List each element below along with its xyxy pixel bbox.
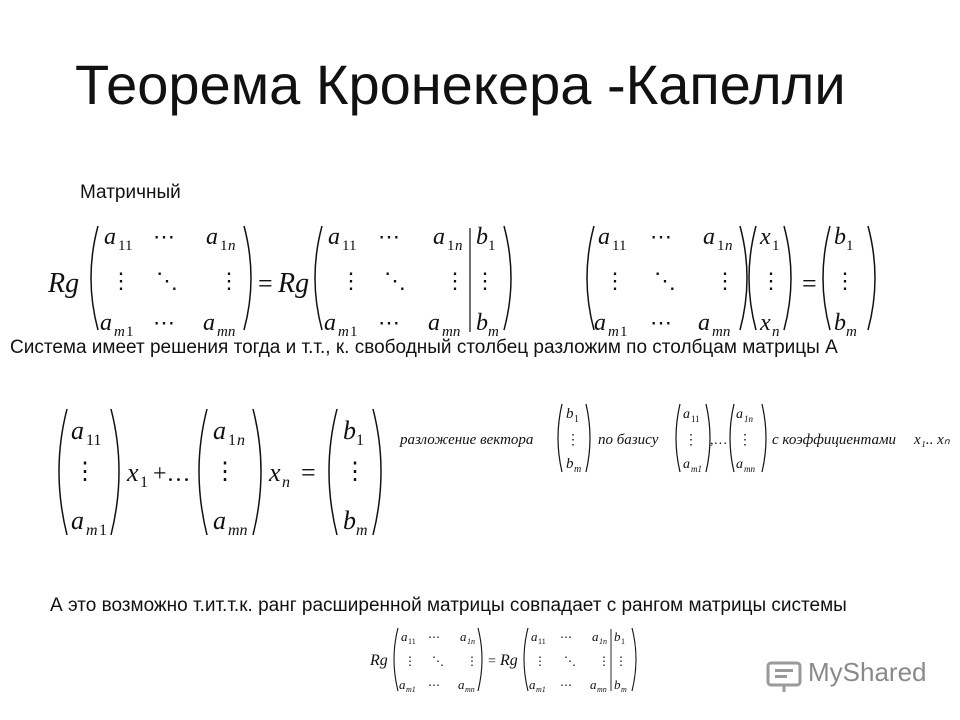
svg-text:⋯: ⋯ (428, 678, 440, 692)
svg-text:⋮: ⋮ (218, 268, 240, 293)
svg-text:⋮: ⋮ (598, 654, 610, 668)
svg-text:n: n (282, 474, 290, 491)
svg-text:a: a (683, 407, 690, 422)
svg-text:⋯: ⋯ (153, 310, 175, 335)
svg-text:mn: mn (744, 464, 755, 474)
decomposition-vars-text: x₁.. xₙ (914, 432, 950, 448)
svg-text:⋮: ⋮ (760, 268, 782, 293)
svg-text:a: a (104, 224, 116, 250)
svg-text:⋯: ⋯ (650, 310, 672, 335)
svg-text:⋮: ⋮ (110, 268, 132, 293)
svg-text:a: a (213, 506, 226, 535)
svg-text:b: b (834, 310, 846, 336)
svg-text:n: n (237, 432, 245, 449)
svg-text:1: 1 (220, 238, 228, 254)
svg-text:a: a (401, 629, 408, 644)
svg-text:⋮: ⋮ (73, 459, 97, 485)
svg-text:x: x (127, 458, 139, 487)
svg-text:mn: mn (712, 324, 731, 340)
svg-text:11: 11 (538, 637, 546, 646)
svg-text:a: a (598, 224, 610, 250)
svg-text:⋱: ⋱ (564, 654, 576, 668)
decomposition-basis-text: по базису (598, 432, 659, 448)
svg-text:,…: ,… (710, 433, 728, 448)
svg-text:mn: mn (442, 324, 461, 340)
svg-text:m1: m1 (406, 685, 416, 694)
svg-text:m: m (114, 324, 125, 340)
formula-decomposition-explanation (400, 402, 960, 476)
svg-text:1: 1 (621, 637, 625, 646)
svg-text:m: m (574, 464, 582, 475)
svg-text:b: b (343, 506, 356, 535)
svg-text:a: a (683, 457, 690, 472)
svg-text:11: 11 (408, 637, 416, 646)
svg-text:1: 1 (447, 238, 455, 254)
svg-text:11: 11 (612, 238, 627, 254)
svg-text:⋯: ⋯ (153, 224, 175, 249)
svg-text:a: a (736, 407, 743, 422)
svg-text:1: 1 (488, 238, 496, 254)
svg-text:x: x (269, 458, 281, 487)
formula-column-decomposition (55, 405, 385, 540)
svg-text:⋱: ⋱ (384, 268, 406, 293)
svg-text:11: 11 (86, 432, 102, 449)
svg-text:1: 1 (356, 432, 364, 449)
svg-text:mn: mn (597, 685, 607, 694)
svg-text:m1: m1 (536, 685, 546, 694)
svg-text:a: a (428, 310, 440, 336)
svg-text:⋮: ⋮ (213, 459, 237, 485)
svg-text:⋯: ⋯ (650, 224, 672, 249)
decomposition-vector-text: разложение вектора (400, 432, 534, 448)
svg-text:1n: 1n (467, 637, 475, 646)
svg-text:n: n (455, 238, 463, 254)
svg-text:⋯: ⋯ (560, 630, 572, 644)
svg-text:a: a (203, 310, 215, 336)
formula-rank-equality (48, 220, 898, 338)
svg-text:mn: mn (465, 685, 475, 694)
svg-text:1: 1 (126, 324, 134, 340)
svg-text:a: a (590, 677, 597, 692)
svg-text:m: m (621, 685, 627, 694)
svg-text:m: m (86, 522, 98, 539)
svg-text:b: b (566, 456, 574, 472)
svg-text:a: a (71, 506, 84, 535)
svg-text:b: b (343, 416, 356, 445)
svg-text:m: m (846, 324, 857, 340)
svg-text:⋱: ⋱ (156, 268, 178, 293)
svg-text:a: a (213, 416, 226, 445)
svg-text:11: 11 (342, 238, 357, 254)
svg-text:⋱: ⋱ (654, 268, 676, 293)
svg-text:1n: 1n (744, 414, 753, 424)
rank-conclusion: А это возможно т.ит.т.к. ранг расширенной матрицы совпадает с рангом матрицы системы (50, 595, 847, 616)
svg-text:=: = (488, 654, 496, 669)
svg-text:b: b (614, 677, 621, 692)
svg-text:a: a (324, 310, 336, 336)
svg-text:1: 1 (99, 522, 107, 539)
svg-text:mn: mn (217, 324, 236, 340)
svg-text:a: a (698, 310, 710, 336)
svg-text:⋮: ⋮ (343, 459, 367, 485)
system-statement: Система имеет решения тогда и т.т., к. свободный столбец разложим по столбцам матрицы А (10, 337, 838, 358)
svg-text:1: 1 (574, 414, 579, 425)
svg-text:⋮: ⋮ (534, 654, 546, 668)
svg-text:+…: +… (153, 461, 191, 487)
svg-text:⋮: ⋮ (714, 268, 736, 293)
svg-text:b: b (476, 224, 488, 250)
svg-text:⋯: ⋯ (378, 224, 400, 249)
svg-text:n: n (772, 324, 780, 340)
svg-text:b: b (834, 224, 846, 250)
svg-text:⋮: ⋮ (474, 268, 496, 293)
svg-text:⋮: ⋮ (466, 654, 478, 668)
svg-text:⋮: ⋮ (566, 433, 580, 448)
svg-text:⋯: ⋯ (428, 630, 440, 644)
svg-text:11: 11 (691, 414, 700, 424)
svg-text:a: a (460, 629, 467, 644)
svg-text:a: a (594, 310, 606, 336)
svg-text:a: a (703, 224, 715, 250)
svg-text:a: a (529, 677, 536, 692)
svg-text:⋮: ⋮ (340, 268, 362, 293)
page-title: Теорема Кронекера -Капелли (75, 53, 846, 116)
svg-text:=: = (258, 269, 273, 298)
svg-text:m: m (338, 324, 349, 340)
svg-text:a: a (399, 677, 406, 692)
svg-text:n: n (725, 238, 733, 254)
svg-text:1n: 1n (599, 637, 607, 646)
svg-text:⋯: ⋯ (560, 678, 572, 692)
svg-text:11: 11 (118, 238, 133, 254)
svg-text:m: m (356, 522, 368, 539)
svg-text:1: 1 (228, 432, 236, 449)
svg-text:b: b (614, 629, 621, 644)
matrix-form-label: Матричный (80, 182, 181, 203)
svg-text:a: a (100, 310, 112, 336)
svg-text:b: b (566, 406, 574, 422)
svg-text:a: a (433, 224, 445, 250)
presentation-icon (765, 655, 805, 695)
svg-text:n: n (228, 238, 236, 254)
svg-text:a: a (71, 416, 84, 445)
svg-text:a: a (328, 224, 340, 250)
svg-text:a: a (736, 457, 743, 472)
svg-text:mn: mn (228, 522, 248, 539)
svg-text:m1: m1 (691, 464, 702, 474)
svg-text:⋮: ⋮ (615, 654, 627, 668)
svg-text:m: m (488, 324, 499, 340)
svg-text:a: a (458, 677, 465, 692)
decomposition-coeffs-text: с коэффициентами (772, 432, 897, 448)
svg-text:1: 1 (140, 474, 148, 491)
svg-text:b: b (476, 310, 488, 336)
watermark-logo-text: MyShared (808, 657, 927, 687)
svg-text:x: x (760, 224, 771, 250)
svg-text:m: m (608, 324, 619, 340)
svg-text:⋮: ⋮ (684, 433, 698, 448)
svg-text:=: = (301, 458, 316, 487)
svg-text:⋮: ⋮ (404, 654, 416, 668)
svg-text:Rg: Rg (370, 652, 388, 669)
svg-text:Rg: Rg (500, 652, 518, 669)
svg-text:Rg: Rg (48, 268, 80, 299)
svg-text:1: 1 (717, 238, 725, 254)
svg-text:x: x (760, 310, 771, 336)
svg-text:Rg: Rg (278, 268, 310, 299)
svg-text:1: 1 (846, 238, 854, 254)
svg-text:1: 1 (620, 324, 628, 340)
svg-text:1: 1 (350, 324, 358, 340)
svg-text:⋮: ⋮ (444, 268, 466, 293)
svg-text:1: 1 (772, 238, 780, 254)
svg-text:a: a (531, 629, 538, 644)
svg-text:⋯: ⋯ (378, 310, 400, 335)
svg-text:⋮: ⋮ (834, 268, 856, 293)
svg-text:⋮: ⋮ (738, 433, 752, 448)
svg-text:a: a (206, 224, 218, 250)
svg-text:a: a (592, 629, 599, 644)
svg-text:⋱: ⋱ (432, 654, 444, 668)
svg-text:⋮: ⋮ (604, 268, 626, 293)
formula-rank-equality-small (370, 625, 650, 695)
svg-text:=: = (802, 269, 817, 298)
